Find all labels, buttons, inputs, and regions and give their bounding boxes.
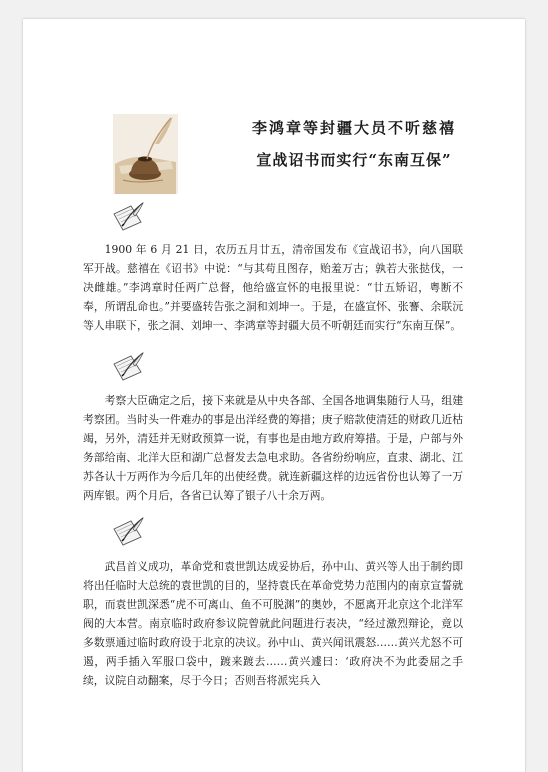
document-page bbox=[23, 19, 525, 772]
paragraph-1: 1900 年 6 月 21 日，农历五月廿五，清帝国发布《宣战诏书》，向八国联军开战。慈禧在《诏书》中说：“与其苟且图存，贻羞万古；孰若大张挞伐，一决雌雄。”李鸿章时任两广总督，他给盛宣怀的电报里说：“廿五矫诏，粤断不奉，所谓乱命也。”并要盛转告张之洞和刘坤一。于是，在盛宣怀、张謇、余联沅等人串联下，张之洞、刘坤一、李鸿章等封疆大员不听朝廷而实行“东南互保”。 bbox=[83, 243, 463, 332]
quill-paper-icon bbox=[111, 202, 145, 232]
quill-paper-icon bbox=[111, 352, 145, 382]
quill-paper-icon bbox=[111, 517, 145, 547]
document-subtitle: 宣战诏书而实行“东南互保” bbox=[256, 151, 452, 169]
paragraph-3: 武昌首义成功，革命党和袁世凯达成妥协后，孙中山、黄兴等人出于制约即将出任临时大总统的袁世凯的目的，坚持袁氏在革命党势力范围内的南京宣誓就职，而袁世凯深悉“虎不可离山、鱼不可脱渊”的奥妙，不愿离开北京这个北洋军阀的大本营。南京临时政府参议院曾就此问题进行表决，“经过激烈辩论，竟以多数票通过临时政府设于北京的决议。孙中山、黄兴闻讯震怒……黄兴尤怒不可遏，两手插入军服口袋中，踱来踱去……黄兴遽曰：‘政府决不为此委屈之手续，议院自动翻案，尽于今日；否则吾将派宪兵入 bbox=[83, 560, 463, 687]
inkwell-quill-image bbox=[113, 114, 178, 194]
paragraph-2: 考察大臣确定之后，接下来就是从中央各部、全国各地调集随行人马，组建考察团。当时头一件难办的事是出洋经费的筹措；庚子赔款使清廷的财政几近枯竭，另外，清廷并无财政预算一说，有事也是由地方政府筹措。于是，户部与外务部给南、北洋大臣和湖广总督发去急电求助。各省纷纷响应，直隶、湖北、江苏各认十万两作为今后几年的出使经费。就连新疆这样的边远省份也认筹了一万两库银。两个月后，各省已认筹了银子八十余万两。 bbox=[83, 394, 463, 502]
document-title: 李鸿章等封疆大员不听慈禧 bbox=[251, 119, 456, 137]
